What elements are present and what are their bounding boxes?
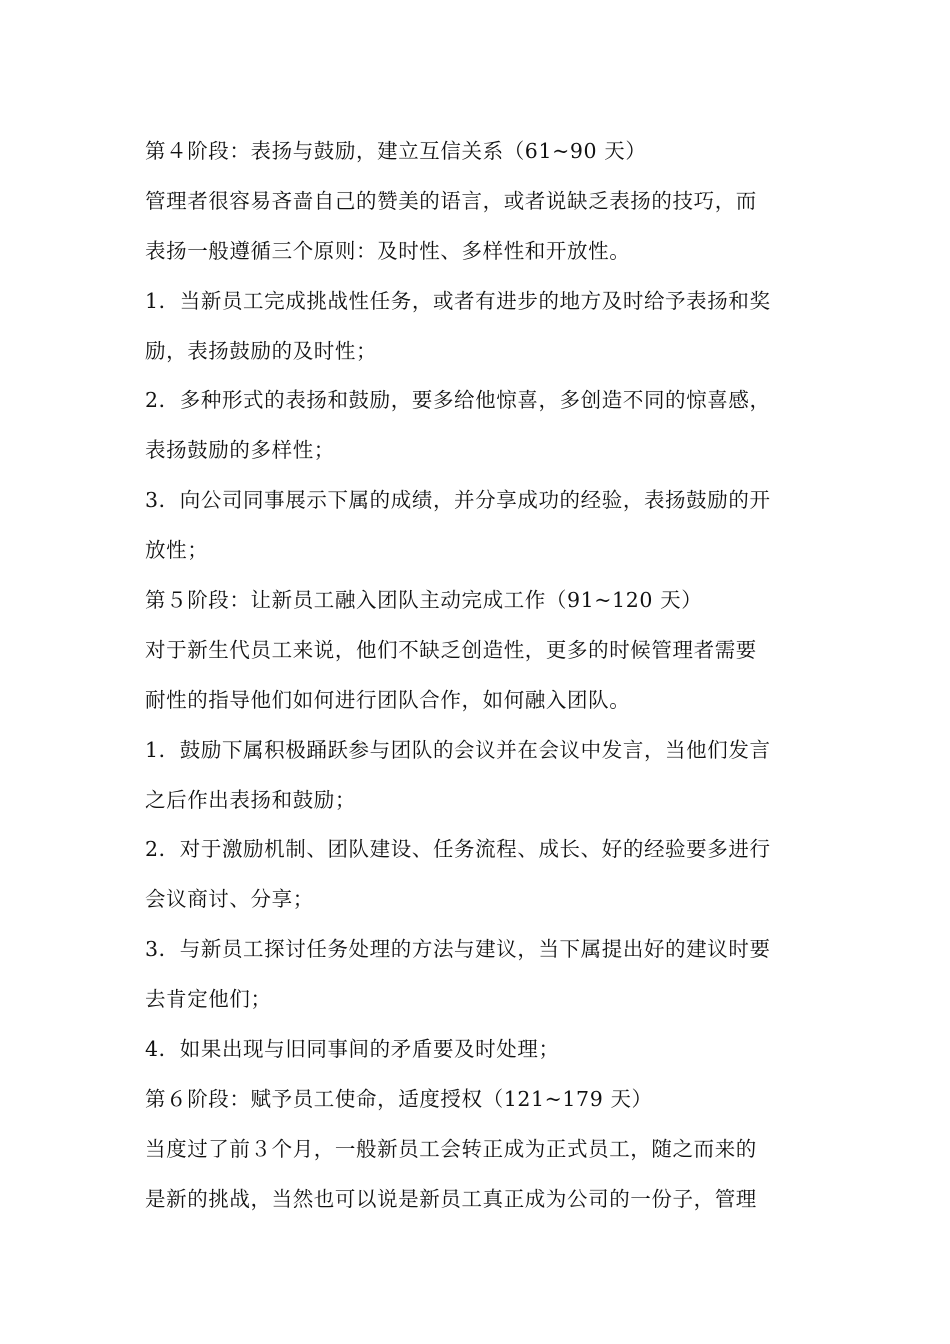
paragraph-line: 表扬一般遵循三个原则：及时性、多样性和开放性。 <box>145 238 631 263</box>
list-item-line: 2．多种形式的表扬和鼓励，要多给他惊喜，多创造不同的惊喜感， <box>145 388 771 413</box>
paragraph-line: 管理者很容易吝啬自己的赞美的语言，或者说缺乏表扬的技巧，而 <box>145 188 757 213</box>
document-body <box>145 131 815 1229</box>
list-item-line: 会议商讨、分享； <box>145 887 314 912</box>
paragraph-line: 当度过了前３个月，一般新员工会转正成为正式员工，随之而来的 <box>145 1136 757 1161</box>
paragraph-line: 是新的挑战，当然也可以说是新员工真正成为公司的一份子，管理 <box>145 1186 757 1211</box>
list-item-line: 之后作出表扬和鼓励； <box>145 787 356 812</box>
stage-5-heading: 第５阶段：让新员工融入团队主动完成工作（91~120 天） <box>145 588 703 613</box>
list-item-line: 3．与新员工探讨任务处理的方法与建议，当下属提出好的建议时要 <box>145 937 771 962</box>
list-item-line: 励，表扬鼓励的及时性； <box>145 338 378 363</box>
stage-4-heading: 第４阶段：表扬与鼓励，建立互信关系（61~90 天） <box>145 139 647 163</box>
list-item-line: 2．对于激励机制、团队建设、任务流程、成长、好的经验要多进行 <box>145 837 771 862</box>
stage-6-heading: 第６阶段：赋予员工使命，适度授权（121~179 天） <box>145 1086 653 1111</box>
list-item-line: 放性； <box>145 538 209 563</box>
list-item-line: 1．当新员工完成挑战性任务，或者有进步的地方及时给予表扬和奖 <box>145 288 771 313</box>
list-item-line: 1．鼓励下属积极踊跃参与团队的会议并在会议中发言，当他们发言 <box>145 737 771 762</box>
paragraph-line: 耐性的指导他们如何进行团队合作，如何融入团队。 <box>145 687 631 712</box>
list-item-line: 去肯定他们； <box>145 987 272 1012</box>
list-item-line: 4．如果出现与旧同事间的矛盾要及时处理； <box>145 1037 560 1062</box>
list-item-line: 3．向公司同事展示下属的成绩，并分享成功的经验，表扬鼓励的开 <box>145 488 771 513</box>
list-item-line: 表扬鼓励的多样性； <box>145 438 335 463</box>
paragraph-line: 对于新生代员工来说，他们不缺乏创造性，更多的时候管理者需要 <box>145 637 757 662</box>
